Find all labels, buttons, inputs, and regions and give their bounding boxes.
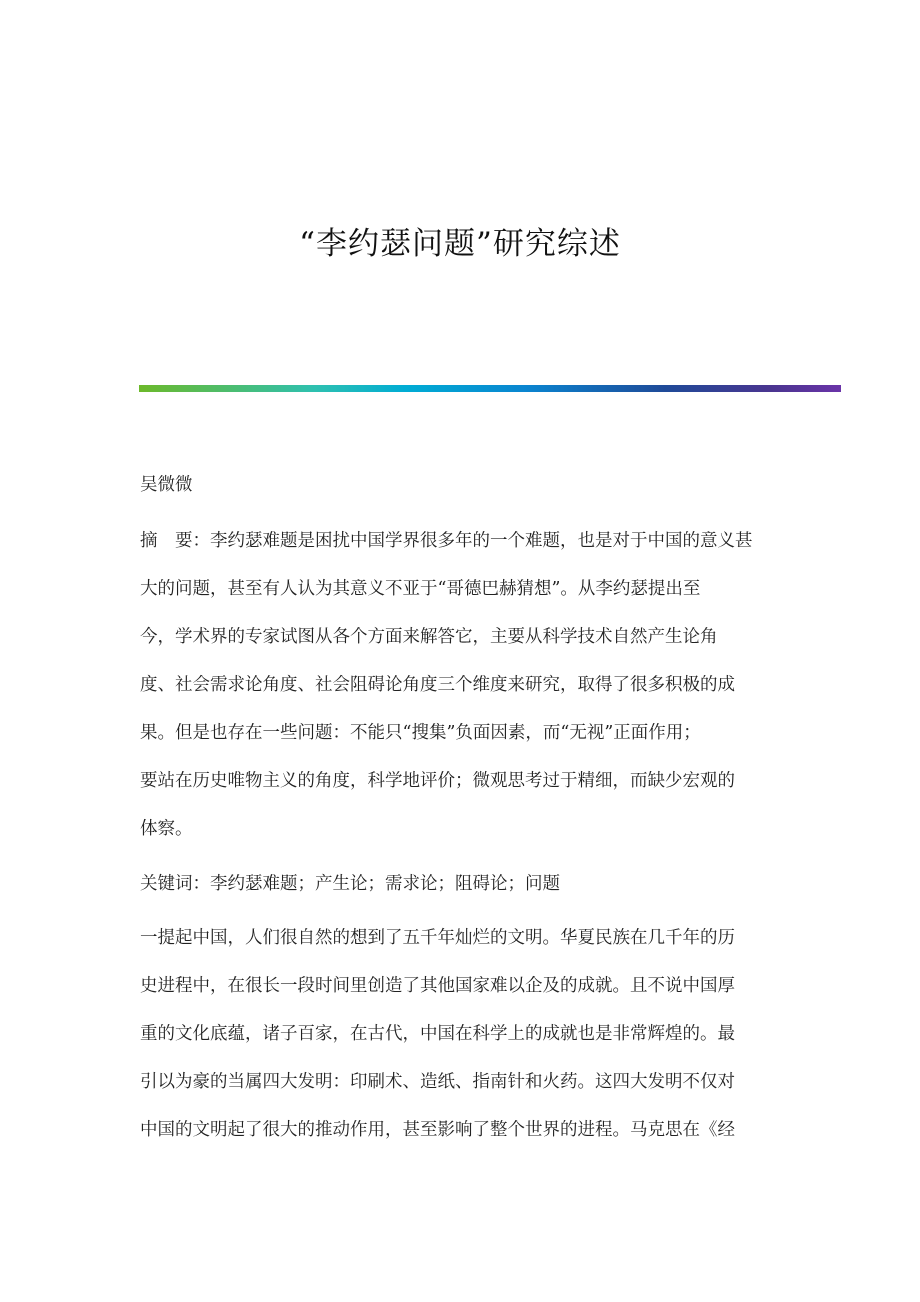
- body-line: 史进程中，在很长一段时间里创造了其他国家难以企及的成就。且不说中国厚: [140, 976, 735, 996]
- body-line: 一提起中国，人们很自然的想到了五千年灿烂的文明。华夏民族在几千年的历: [140, 928, 735, 948]
- abstract-line: 大的问题，甚至有人认为其意义不亚于“哥德巴赫猜想”。从李约瑟提出至: [140, 579, 701, 599]
- body-text: [140, 914, 735, 1154]
- author-name: 吴微微: [140, 475, 193, 495]
- author: [140, 461, 193, 509]
- abstract: [140, 517, 753, 853]
- document-title: “李约瑟问题”研究综述: [299, 226, 621, 262]
- keywords-line: 关键词：李约瑟难题；产生论；需求论；阻碍论；问题: [140, 874, 560, 894]
- gradient-divider: [139, 385, 841, 392]
- abstract-line: 果。但是也存在一些问题：不能只“搜集”负面因素，而“无视”正面作用；: [140, 723, 701, 743]
- abstract-line: 摘 要：李约瑟难题是困扰中国学界很多年的一个难题，也是对于中国的意义甚: [140, 531, 753, 551]
- keywords: [140, 860, 560, 908]
- body-line: 引以为豪的当属四大发明：印刷术、造纸、指南针和火药。这四大发明不仅对: [140, 1072, 735, 1092]
- body-line: 中国的文明起了很大的推动作用，甚至影响了整个世界的进程。马克思在《经: [140, 1120, 735, 1140]
- abstract-line: 今，学术界的专家试图从各个方面来解答它，主要从科学技术自然产生论角: [140, 627, 718, 647]
- abstract-line: 体察。: [140, 819, 193, 839]
- abstract-line: 度、社会需求论角度、社会阻碍论角度三个维度来研究，取得了很多积极的成: [140, 675, 735, 695]
- body-line: 重的文化底蕴，诸子百家，在古代，中国在科学上的成就也是非常辉煌的。最: [140, 1024, 735, 1044]
- abstract-line: 要站在历史唯物主义的角度，科学地评价；微观思考过于精细，而缺少宏观的: [140, 771, 735, 791]
